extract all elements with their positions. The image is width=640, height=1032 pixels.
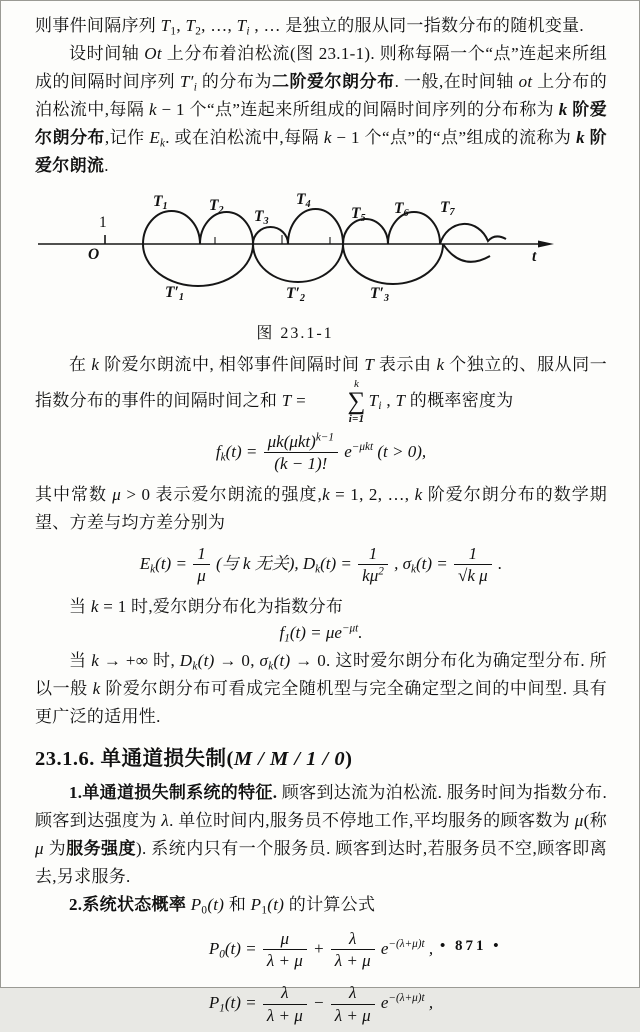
arc-T3-prime: [343, 244, 443, 284]
paragraph-erlang-definition: 设时间轴 Ot 上分布着泊松流(图 23.1-1). 则称每隔一个“点”连起来所组成的间隔时间序列 $T'_i$ 的分布为二阶爱尔朗分布. 一般,在时间轴 ot 上分布的泊松流中,每隔 k − 1 个“点”连起来所组成的间隔时间序列的分布称为 k 阶爱尔朗分布,记作 $E_k$. 或在泊松流中,每隔 k − 1 个“点”的“点”组成的流称为 k 阶爱尔朗流.: [35, 44, 608, 175]
label-axis-t: t: [532, 248, 537, 265]
paragraph-state-probabilities: 2.系统状态概率 $P_0(t)$ 和 $P_1(t)$ 的计算公式: [69, 894, 376, 917]
formula-mean-variance: $E_k(t)$ = $\frac{1}{\mu}$ (与 k 无关), $D_k(t)$ = $\frac{1}{k\mu^2}$ , $\sigma_k(t)$ = $\frac{1}{\text{√k μ}}$ .: [139, 543, 503, 586]
paragraph-parameters: 其中常数 μ > 0 表示爱尔朗流的强度,k = 1, 2, …, k 阶爱尔朗分布的数学期望、方差与均方差分别为: [35, 484, 608, 532]
arc-T1-prime: [143, 244, 253, 286]
figure-caption: 图 23.1-1: [256, 325, 334, 342]
arc-T4: [288, 209, 343, 244]
label-T6: $T_6$: [394, 200, 409, 220]
label-T4: $T_4$: [296, 191, 311, 211]
label-T3-prime: $T'_3$: [370, 285, 389, 305]
text-column: [35, 12, 607, 1032]
section-heading-23-1-6: 23.1.6. 单通道损失制(M / M / 1 / 0): [35, 747, 353, 770]
arc-T3: [253, 227, 288, 244]
figure-23-1-1: [0, 184, 640, 314]
arc-T2: [200, 212, 253, 244]
label-origin-O: O: [88, 246, 100, 263]
arc-T1: [143, 211, 200, 244]
axis-arrowhead: [538, 241, 554, 248]
paragraph-erlang-flow-sum: 在 k 阶爱尔朗流中, 相邻事件间隔时间 T 表示由 k 个独立的、服从同一指数分布的事件的间隔时间之和 T = k ∑ i=1 $T_i$ , T 的概率密度为: [35, 355, 608, 425]
timeline-diagram: [0, 184, 640, 306]
label-T2-prime: $T'_2$: [286, 285, 305, 305]
formula-f1-exponential: $f_1(t) = \mu e^{-\mu t}$.: [279, 622, 363, 645]
arc-T7: [440, 224, 506, 244]
paragraph-interval-sequence: 则事件间隔序列 $T_1$, $T_2$, …, $T_i$ , … 是独立的服从同一指数分布的随机变量.: [35, 16, 584, 38]
label-T1-prime: $T'_1$: [165, 284, 184, 304]
paragraph-k-to-infinity: 当 k → +∞ 时, $D_k(t) \to 0$, $\sigma_k(t) \to 0$. 这时爱尔朗分布化为确定型分布. 所以一般 k 阶爱尔朗分布可看成完全随机型与完全确定型之间的中间型. 具有更广泛的适用性.: [35, 650, 607, 726]
arc-fragment: [443, 244, 490, 262]
formula-P0: $P_0(t)$ = $\frac{\mu}{\lambda + \mu}$ + $\frac{\lambda}{\lambda + \mu}$ $e^{-(\lambda+\mu)t}$ ,: [208, 928, 434, 971]
arc-T2-prime: [253, 244, 343, 282]
formula-P1: $P_1(t)$ = $\frac{\lambda}{\lambda + \mu}$ − $\frac{\lambda}{\lambda + \mu}$ $e^{-(\lambda+\mu)t}$ ,: [208, 983, 434, 1025]
formula-fk-density: $f_k(t)$ = $\frac{\mu k(\mu kt)^{k-1}}{(k - 1)!}$ $e^{-\mu kt}$ (t > 0),: [215, 431, 427, 474]
label-T5: $T_5$: [351, 205, 366, 225]
paragraph-k-equals-1: 当 k = 1 时,爱尔朗分布化为指数分布: [69, 596, 344, 616]
label-unit-tick: 1: [99, 214, 107, 231]
label-T2: $T_2$: [209, 197, 224, 217]
label-T3: $T_3$: [254, 208, 269, 228]
lower-arcs: [143, 244, 490, 286]
label-T7: $T_7$: [440, 199, 455, 219]
label-T1: $T_1$: [153, 193, 168, 213]
page-number: • 871 •: [440, 938, 502, 954]
paragraph-system-features: 1.单通道损失制系统的特征. 顾客到达流为泊松流. 服务时间为指数分布. 顾客到达强度为 λ. 单位时间内,服务员不停地工作,平均服务的顾客数为 μ(称 μ 为服务强度). 系统内只有一个服务员. 顾客到达时,若服务员不空,顾客即离去,另求服务.: [35, 782, 608, 886]
